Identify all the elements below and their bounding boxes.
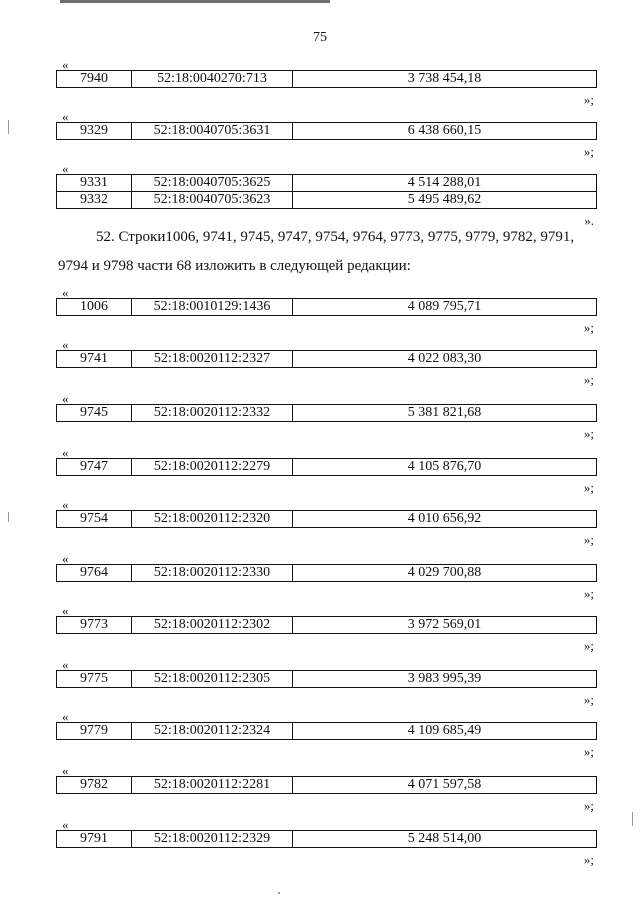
row-number-cell: 9754: [57, 511, 132, 528]
record-table: [56, 830, 597, 848]
cadastral-value-cell: 4 010 656,92: [293, 511, 597, 528]
closing-quote: »;: [583, 798, 594, 813]
table-row: [57, 123, 597, 140]
cadastral-value-cell: 6 438 660,15: [293, 123, 597, 140]
record-table: [56, 564, 597, 582]
opening-quote: «: [62, 109, 69, 124]
record-table: [56, 510, 597, 528]
record-table: [56, 458, 597, 476]
row-number-cell: 9745: [57, 405, 132, 422]
table-row: [57, 71, 597, 88]
record-table: [56, 70, 597, 88]
opening-quote: «: [62, 337, 69, 352]
record-table: [56, 670, 597, 688]
cadastral-value-cell: 5 495 489,62: [293, 192, 597, 209]
cadastral-value-cell: 4 109 685,49: [293, 723, 597, 740]
closing-quote: »;: [583, 372, 594, 387]
cadastral-number-cell: 52:18:0010129:1436: [132, 299, 293, 316]
table-row: [57, 192, 597, 209]
row-number-cell: 9764: [57, 565, 132, 582]
cadastral-number-cell: 52:18:0020112:2329: [132, 831, 293, 848]
cadastral-number-cell: 52:18:0040270:713: [132, 71, 293, 88]
cadastral-number-cell: 52:18:0020112:2320: [132, 511, 293, 528]
cadastral-number-cell: 52:18:0020112:2281: [132, 777, 293, 794]
cadastral-value-cell: 4 105 876,70: [293, 459, 597, 476]
cadastral-number-cell: 52:18:0020112:2305: [132, 671, 293, 688]
paragraph-line-2: 9794 и 9798 части 68 изложить в следующей редакции:: [58, 258, 411, 274]
opening-quote: «: [62, 445, 69, 460]
row-number-cell: 9332: [57, 192, 132, 209]
closing-quote: »;: [583, 744, 594, 759]
page-number: 75: [313, 30, 327, 45]
record-table: [56, 776, 597, 794]
row-number-cell: 9329: [57, 123, 132, 140]
closing-quote: »;: [583, 92, 594, 107]
table-row: [57, 723, 597, 740]
table-row: [57, 565, 597, 582]
paragraph-line-1: 52. Строки1006, 9741, 9745, 9747, 9754, 9764, 9773, 9775, 9779, 9782, 9791,: [96, 229, 575, 245]
cadastral-number-cell: 52:18:0020112:2330: [132, 565, 293, 582]
table-row: [57, 617, 597, 634]
record-table: [56, 122, 597, 140]
cadastral-number-cell: 52:18:0040705:3631: [132, 123, 293, 140]
cadastral-number-cell: 52:18:0040705:3625: [132, 175, 293, 192]
closing-quote: »;: [583, 144, 594, 159]
row-number-cell: 9791: [57, 831, 132, 848]
closing-quote: »;: [583, 586, 594, 601]
opening-quote: «: [62, 57, 69, 72]
opening-quote: «: [62, 161, 69, 176]
row-number-cell: 7940: [57, 71, 132, 88]
row-number-cell: 9775: [57, 671, 132, 688]
cadastral-value-cell: 5 248 514,00: [293, 831, 597, 848]
cadastral-number-cell: 52:18:0020112:2279: [132, 459, 293, 476]
record-table: [56, 174, 597, 209]
record-table: [56, 350, 597, 368]
row-number-cell: 9782: [57, 777, 132, 794]
table-row: [57, 671, 597, 688]
closing-quote: »;: [583, 638, 594, 653]
closing-quote: »;: [583, 480, 594, 495]
opening-quote: «: [62, 657, 69, 672]
row-number-cell: 9779: [57, 723, 132, 740]
table-row: [57, 459, 597, 476]
cadastral-number-cell: 52:18:0040705:3623: [132, 192, 293, 209]
cadastral-number-cell: 52:18:0020112:2302: [132, 617, 293, 634]
closing-quote: »;: [583, 852, 594, 867]
opening-quote: «: [62, 391, 69, 406]
table-row: [57, 351, 597, 368]
cadastral-value-cell: 3 972 569,01: [293, 617, 597, 634]
cadastral-value-cell: 3 983 995,39: [293, 671, 597, 688]
table-row: [57, 299, 597, 316]
closing-quote: »;: [583, 426, 594, 441]
record-table: [56, 616, 597, 634]
closing-quote: »;: [583, 320, 594, 335]
cadastral-number-cell: 52:18:0020112:2332: [132, 405, 293, 422]
closing-quote: ».: [584, 213, 594, 228]
row-number-cell: 9741: [57, 351, 132, 368]
table-row: [57, 175, 597, 192]
cadastral-value-cell: 4 022 083,30: [293, 351, 597, 368]
opening-quote: «: [62, 817, 69, 832]
table-row: [57, 777, 597, 794]
row-number-cell: 9331: [57, 175, 132, 192]
closing-quote: »;: [583, 532, 594, 547]
opening-quote: «: [62, 763, 69, 778]
table-row: [57, 405, 597, 422]
cadastral-value-cell: 5 381 821,68: [293, 405, 597, 422]
record-table: [56, 404, 597, 422]
row-number-cell: 9773: [57, 617, 132, 634]
cadastral-value-cell: 3 738 454,18: [293, 71, 597, 88]
opening-quote: «: [62, 551, 69, 566]
opening-quote: «: [62, 709, 69, 724]
record-table: [56, 722, 597, 740]
table-row: [57, 511, 597, 528]
cadastral-value-cell: 4 514 288,01: [293, 175, 597, 192]
record-table: [56, 298, 597, 316]
cadastral-number-cell: 52:18:0020112:2324: [132, 723, 293, 740]
cadastral-value-cell: 4 029 700,88: [293, 565, 597, 582]
cadastral-value-cell: 4 089 795,71: [293, 299, 597, 316]
row-number-cell: 1006: [57, 299, 132, 316]
table-row: [57, 831, 597, 848]
opening-quote: «: [62, 603, 69, 618]
cadastral-number-cell: 52:18:0020112:2327: [132, 351, 293, 368]
opening-quote: «: [62, 497, 69, 512]
cadastral-value-cell: 4 071 597,58: [293, 777, 597, 794]
opening-quote: «: [62, 285, 69, 300]
row-number-cell: 9747: [57, 459, 132, 476]
closing-quote: »;: [583, 692, 594, 707]
